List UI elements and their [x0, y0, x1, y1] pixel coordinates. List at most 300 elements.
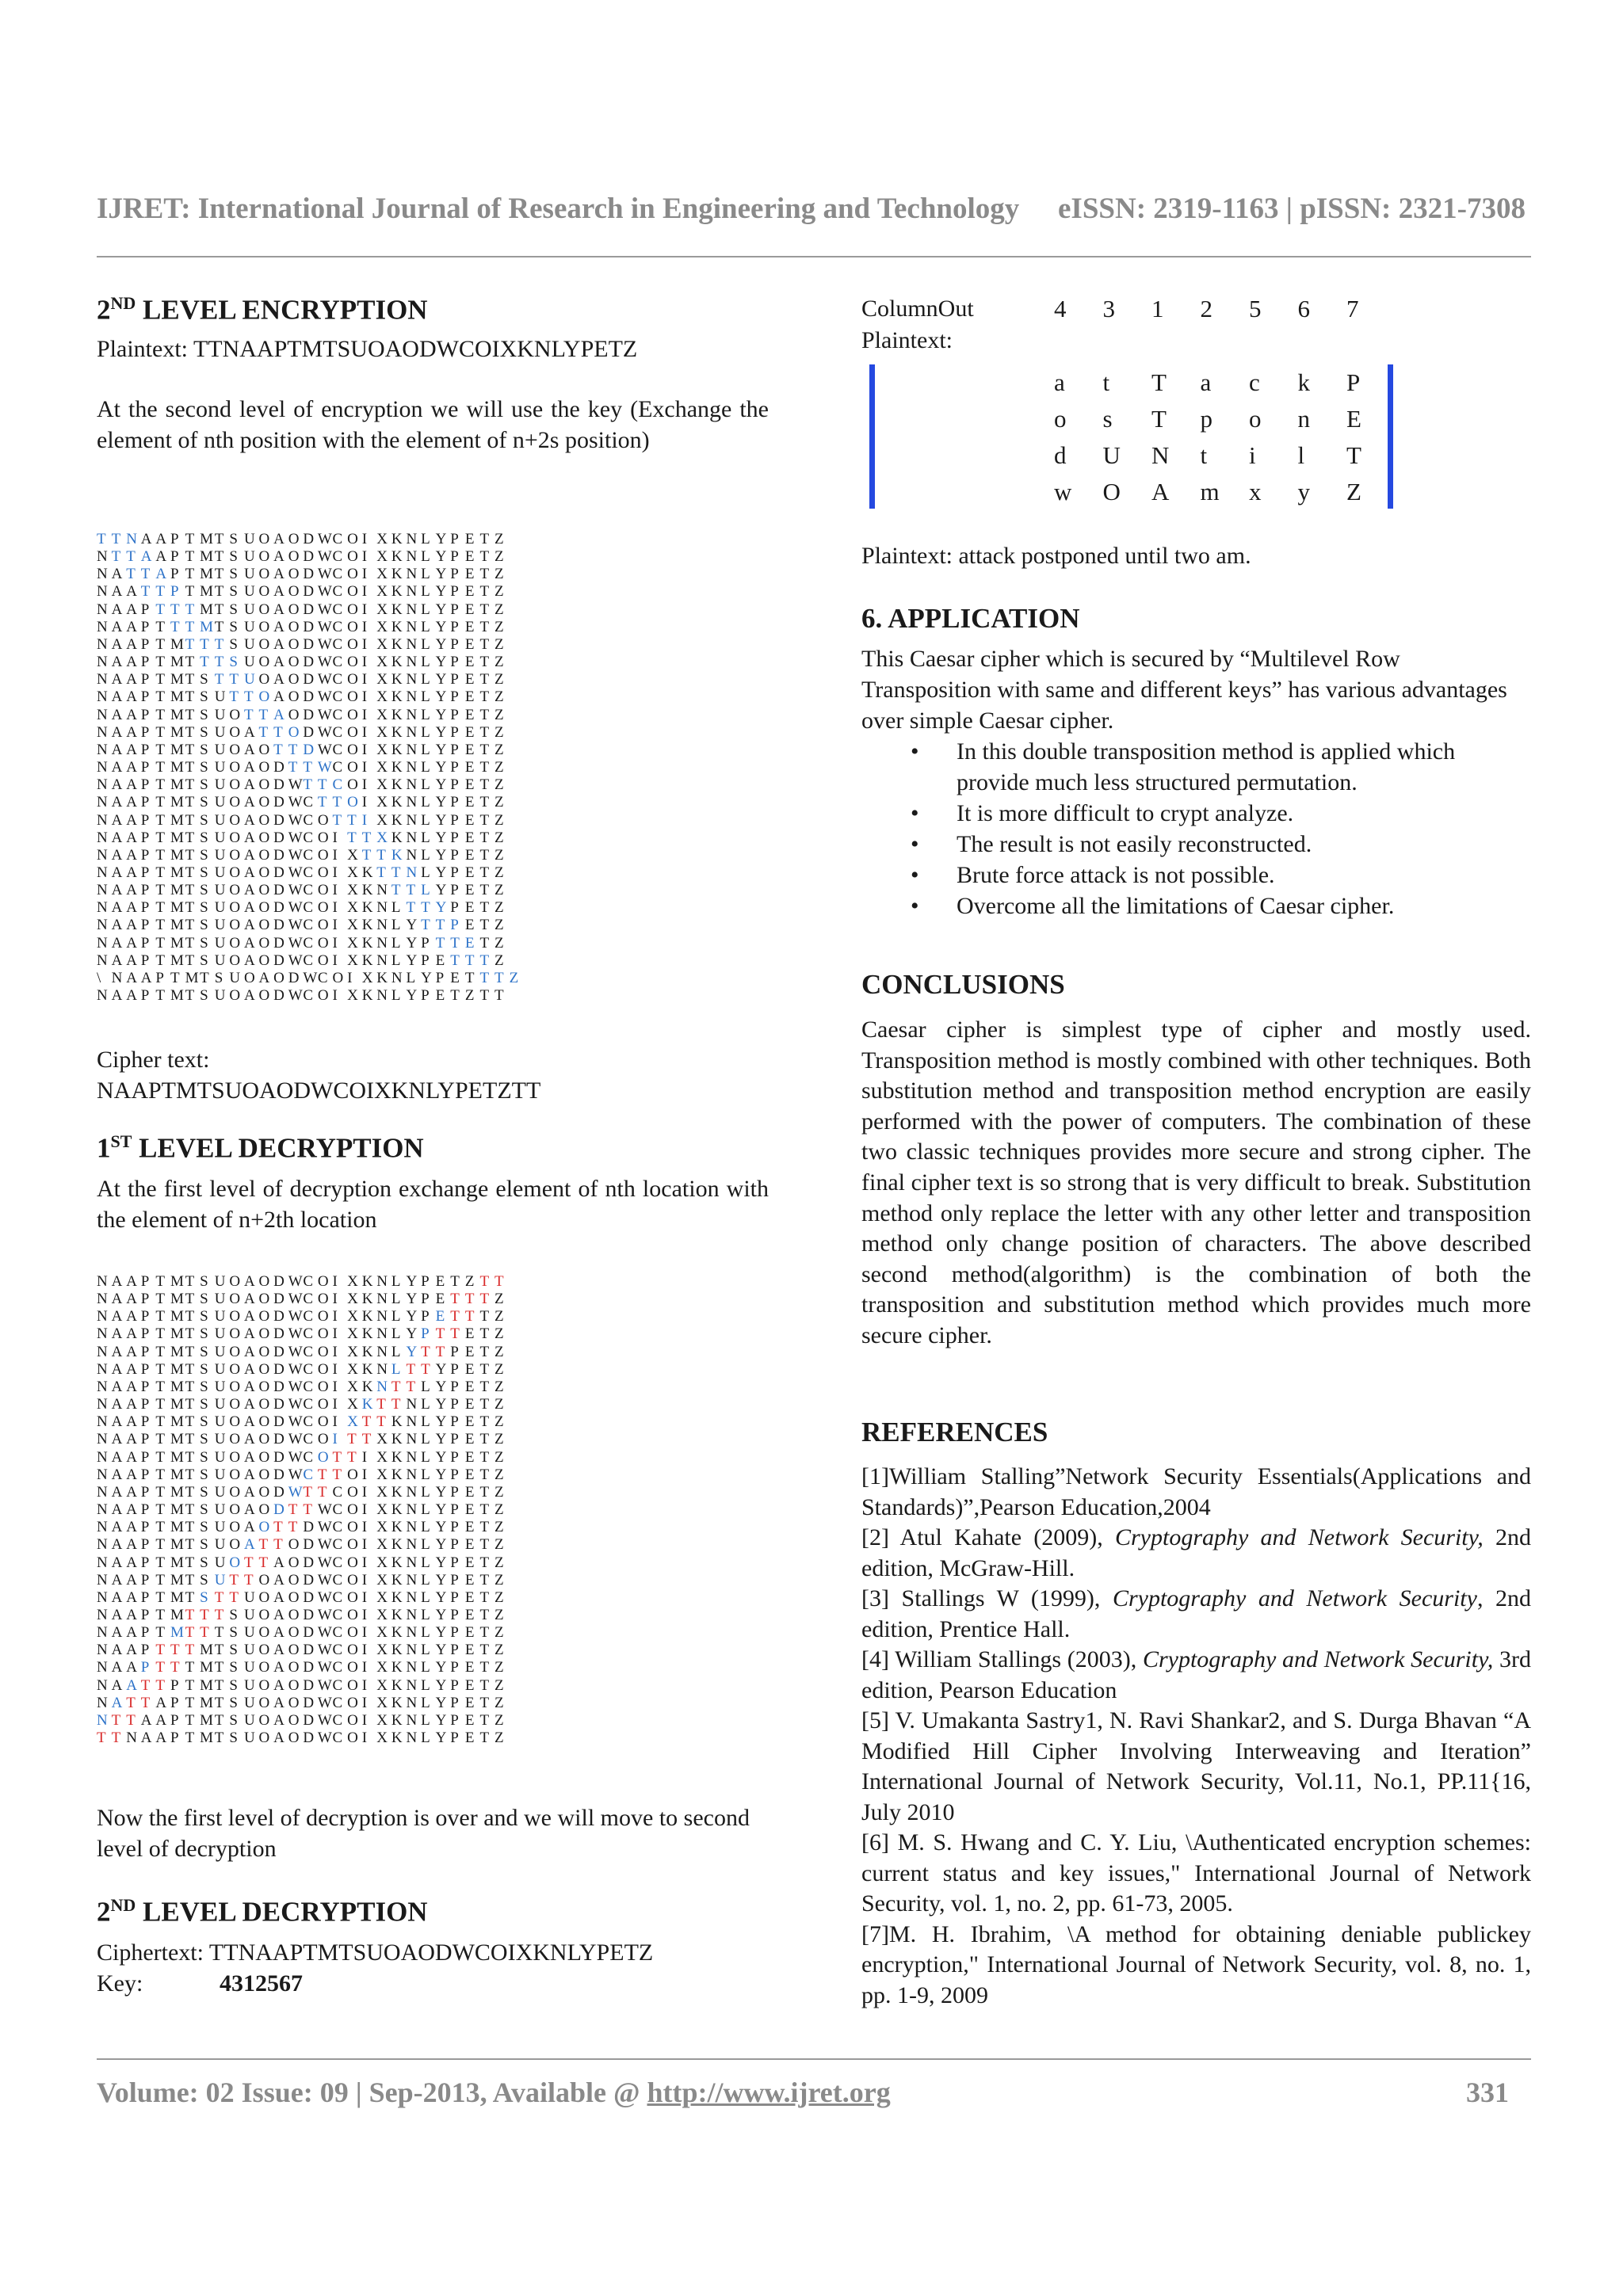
- table-cell: a: [1054, 368, 1065, 396]
- grid-char: S: [200, 1554, 208, 1571]
- grid-char: C: [303, 1273, 313, 1290]
- grid-char: C: [317, 969, 328, 986]
- grid-char: L: [391, 1291, 401, 1308]
- grid-char: T: [185, 1466, 195, 1483]
- grid-char: T: [332, 1466, 342, 1483]
- grid-char: O: [347, 794, 358, 811]
- grid-char: N: [406, 1536, 418, 1554]
- grid-char: E: [464, 934, 475, 952]
- grid-char: E: [464, 1659, 475, 1676]
- grid-char: X: [361, 969, 373, 986]
- grid-char: X: [376, 1589, 388, 1606]
- grid-char: P: [140, 1325, 150, 1343]
- grid-char: W: [317, 723, 332, 741]
- grid-char: D: [303, 1730, 315, 1747]
- grid-char: O: [288, 1624, 300, 1642]
- grid-char: A: [111, 1483, 123, 1501]
- grid-char: A: [243, 759, 255, 776]
- reference-item: [7]M. H. Ibrahim, \A method for obtaining deniable publickey encryption," International Journal of Network Security, vol. 8, no. 1, pp. 1-9, 2009: [861, 1920, 1531, 2008]
- footer-url-link[interactable]: http://www.ijret.org: [647, 2077, 891, 2108]
- grid-char: I: [332, 864, 338, 881]
- grid-char: W: [317, 601, 332, 618]
- grid-char: S: [200, 987, 208, 1005]
- grid-char: Z: [495, 531, 504, 547]
- grid-char: A: [140, 531, 152, 547]
- grid-char: C: [332, 548, 343, 566]
- grid-char: S: [200, 1519, 208, 1536]
- grid-char: I: [332, 882, 338, 899]
- grid-char: M: [200, 1694, 214, 1711]
- grid-char: O: [258, 1501, 270, 1519]
- grid-char: O: [347, 1466, 358, 1483]
- grid-char: A: [243, 1343, 255, 1360]
- grid-char: S: [200, 1378, 208, 1395]
- grid-char: M: [170, 987, 184, 1005]
- grid-char: T: [185, 829, 195, 846]
- grid-char: T: [258, 706, 269, 723]
- grid-char: O: [288, 1694, 300, 1711]
- grid-char: T: [185, 1571, 195, 1589]
- grid-char: T: [243, 1554, 254, 1571]
- grid-char: K: [391, 1431, 403, 1448]
- grid-char: Z: [495, 1659, 504, 1676]
- table-row: [1054, 474, 1396, 510]
- grid-char: O: [317, 1360, 329, 1378]
- grid-char: A: [126, 723, 137, 741]
- grid-char: A: [111, 1536, 123, 1554]
- grid-char: T: [450, 1273, 460, 1290]
- grid-char: O: [258, 1343, 270, 1360]
- grid-char: T: [155, 882, 165, 899]
- grid-char: Y: [435, 1711, 447, 1729]
- grid-char: A: [126, 1360, 137, 1378]
- grid-char: P: [421, 934, 430, 952]
- grid-row: [97, 987, 524, 1005]
- grid-char: K: [391, 1554, 403, 1571]
- grid-char: T: [185, 1659, 195, 1676]
- grid-char: E: [464, 776, 475, 794]
- grid-char: P: [140, 934, 150, 952]
- grid-char: T: [332, 794, 342, 811]
- grid-char: A: [111, 829, 123, 846]
- grid-row: [97, 548, 524, 566]
- grid-char: T: [97, 1730, 106, 1747]
- reference-item: [1]William Stalling”Network Security Essentials(Applications and Standards)”,Pearson Education,2004: [861, 1463, 1531, 1520]
- grid-char: Z: [495, 1360, 504, 1378]
- grid-char: U: [243, 583, 255, 601]
- footer-volume: Volume: 02 Issue: 09 | Sep-2013, Available @: [97, 2077, 647, 2108]
- grid-char: N: [391, 969, 403, 986]
- grid-char: O: [347, 1642, 358, 1659]
- grid-char: K: [391, 566, 403, 583]
- grid-char: Z: [495, 618, 504, 635]
- grid-char: A: [243, 723, 255, 741]
- grid-char: C: [303, 1308, 313, 1325]
- grid-char: U: [214, 952, 226, 969]
- grid-char: S: [229, 548, 238, 566]
- grid-char: X: [376, 671, 388, 688]
- grid-char: A: [111, 635, 123, 653]
- grid-char: T: [214, 583, 224, 601]
- grid-char: C: [303, 1448, 313, 1466]
- grid-char: D: [273, 864, 285, 881]
- journal-title: IJRET: International Journal of Research in Engineering and Technology: [97, 193, 1020, 225]
- grid-char: U: [214, 811, 226, 829]
- grid-char: \: [97, 969, 101, 986]
- grid-char: P: [140, 1606, 150, 1623]
- grid-char: Y: [435, 1536, 447, 1554]
- grid-char: Y: [406, 1343, 418, 1360]
- grid-char: Z: [495, 671, 504, 688]
- grid-char: L: [391, 1273, 401, 1290]
- bullet-icon: •: [911, 831, 919, 857]
- grid-char: O: [229, 1325, 241, 1343]
- grid-char: A: [273, 1730, 285, 1747]
- grid-char: U: [214, 864, 226, 881]
- grid-char: E: [464, 1711, 475, 1729]
- grid-char: Z: [464, 1273, 475, 1290]
- grid-char: O: [229, 1431, 241, 1448]
- grid-char: A: [111, 1676, 123, 1694]
- grid-char: A: [243, 1360, 255, 1378]
- dec2-ciphertext: Ciphertext: TTNAAPTMTSUOAODWCOIXKNLYPETZ: [97, 1939, 654, 1966]
- grid-char: T: [479, 601, 490, 618]
- grid-char: N: [97, 1360, 108, 1378]
- grid-char: D: [273, 899, 285, 917]
- grid-char: M: [170, 1554, 184, 1571]
- grid-char: T: [317, 1466, 327, 1483]
- grid-char: A: [126, 1291, 137, 1308]
- grid-char: A: [111, 794, 123, 811]
- grid-char: S: [200, 882, 208, 899]
- grid-char: S: [229, 566, 238, 583]
- grid-char: Z: [495, 706, 504, 723]
- grid-char: Z: [495, 899, 504, 917]
- grid-char: U: [214, 899, 226, 917]
- grid-char: T: [347, 1431, 357, 1448]
- grid-char: U: [243, 1642, 255, 1659]
- grid-char: P: [450, 548, 459, 566]
- table-cell: p: [1200, 405, 1212, 433]
- grid-char: O: [288, 1659, 300, 1676]
- grid-char: N: [406, 1431, 418, 1448]
- grid-char: W: [303, 969, 318, 986]
- grid-char: T: [185, 952, 195, 969]
- grid-char: M: [170, 1343, 184, 1360]
- section-application: [861, 602, 1531, 921]
- grid-char: E: [450, 969, 460, 986]
- grid-char: N: [406, 1483, 418, 1501]
- grid-row: [97, 566, 524, 583]
- grid-char: T: [479, 1730, 490, 1747]
- grid-char: K: [391, 1642, 403, 1659]
- grid-char: A: [273, 618, 285, 635]
- grid-char: T: [155, 1571, 165, 1589]
- grid-char: O: [288, 635, 300, 653]
- grid-char: N: [97, 1536, 108, 1554]
- grid-char: X: [347, 1343, 358, 1360]
- grid-char: T: [126, 548, 136, 566]
- grid-char: O: [258, 846, 270, 864]
- grid-char: D: [273, 952, 285, 969]
- grid-char: X: [376, 1519, 388, 1536]
- grid-char: W: [288, 811, 303, 829]
- grid-char: N: [406, 1606, 418, 1623]
- grid-char: Z: [495, 741, 504, 758]
- grid-char: X: [376, 1431, 388, 1448]
- grid-char: Z: [495, 583, 504, 601]
- grid-char: U: [214, 934, 226, 952]
- grid-char: P: [450, 1448, 459, 1466]
- grid-char: D: [273, 1413, 285, 1431]
- grid-char: I: [361, 635, 368, 653]
- grid-char: U: [214, 917, 226, 934]
- grid-char: T: [185, 654, 195, 671]
- grid-char: O: [229, 1519, 241, 1536]
- grid-row: [97, 1344, 510, 1361]
- grid-char: M: [170, 1589, 184, 1606]
- grid-char: T: [464, 1308, 475, 1325]
- grid-char: T: [140, 583, 151, 601]
- grid-char: A: [126, 1536, 137, 1554]
- grid-char: O: [347, 741, 358, 758]
- grid-char: P: [450, 1694, 459, 1711]
- grid-char: S: [229, 1730, 238, 1747]
- grid-char: C: [332, 1483, 343, 1501]
- grid-char: C: [332, 1606, 343, 1623]
- grid-char: A: [126, 1642, 137, 1659]
- grid-char: T: [479, 1273, 490, 1290]
- grid-char: Y: [435, 1413, 447, 1431]
- grid-char: E: [464, 1730, 475, 1747]
- grid-char: T: [479, 952, 490, 969]
- grid-char: U: [214, 1396, 226, 1413]
- grid-row: [97, 1519, 510, 1536]
- grid-char: O: [258, 829, 270, 846]
- grid-char: L: [421, 706, 430, 723]
- grid-char: O: [347, 548, 358, 566]
- grid-char: O: [317, 1448, 329, 1466]
- grid-char: I: [361, 1483, 368, 1501]
- grid-char: O: [258, 566, 270, 583]
- grid-char: C: [332, 635, 343, 653]
- grid-char: O: [258, 811, 270, 829]
- grid-char: N: [406, 1466, 418, 1483]
- grid-char: O: [258, 899, 270, 917]
- grid-char: L: [421, 635, 430, 653]
- grid-char: T: [155, 723, 165, 741]
- grid-char: O: [288, 1589, 300, 1606]
- grid-char: N: [406, 1730, 418, 1747]
- grid-char: C: [303, 1291, 313, 1308]
- grid-char: O: [258, 1273, 270, 1290]
- grid-char: Y: [435, 759, 447, 776]
- grid-char: T: [185, 706, 195, 723]
- grid-char: Z: [495, 1501, 504, 1519]
- grid-char: P: [140, 1448, 150, 1466]
- grid-char: A: [243, 1273, 255, 1290]
- grid-char: D: [273, 759, 285, 776]
- grid-char: X: [376, 759, 388, 776]
- grid-char: C: [303, 917, 313, 934]
- grid-char: Z: [495, 1378, 504, 1395]
- grid-char: M: [170, 723, 184, 741]
- grid-char: D: [273, 1448, 285, 1466]
- grid-char: A: [111, 1413, 123, 1431]
- grid-char: P: [140, 1291, 150, 1308]
- grid-char: O: [317, 1308, 329, 1325]
- grid-char: T: [214, 671, 224, 688]
- grid-char: O: [258, 1642, 270, 1659]
- grid-char: T: [258, 1554, 269, 1571]
- grid-char: L: [421, 1483, 430, 1501]
- grid-char: W: [288, 1343, 303, 1360]
- grid-char: E: [435, 1308, 445, 1325]
- grid-char: A: [273, 1554, 285, 1571]
- grid-char: T: [185, 917, 195, 934]
- grid-char: T: [185, 1694, 195, 1711]
- grid-char: T: [214, 635, 224, 653]
- grid-char: Y: [435, 1659, 447, 1676]
- grid-char: E: [464, 1501, 475, 1519]
- grid-char: P: [450, 1378, 459, 1395]
- grid-char: A: [126, 917, 137, 934]
- grid-char: N: [376, 1273, 388, 1290]
- grid-char: N: [406, 1413, 418, 1431]
- grid-char: M: [170, 846, 184, 864]
- grid-char: A: [155, 566, 167, 583]
- grid-char: Y: [435, 618, 447, 635]
- grid-char: P: [170, 1711, 179, 1729]
- grid-char: T: [185, 1413, 195, 1431]
- columnout-label: ColumnOut: [861, 296, 974, 322]
- grid-char: T: [464, 1291, 475, 1308]
- grid-char: N: [406, 654, 418, 671]
- grid-char: A: [126, 899, 137, 917]
- grid-char: T: [155, 1624, 165, 1642]
- grid-char: O: [288, 654, 300, 671]
- grid-char: O: [288, 1711, 300, 1729]
- grid-char: P: [155, 969, 164, 986]
- bullet-icon: •: [911, 893, 919, 919]
- grid-char: W: [317, 759, 332, 776]
- grid-char: E: [464, 654, 475, 671]
- bullet-text: Brute force attack is not possible.: [957, 862, 1275, 888]
- grid-char: T: [479, 864, 490, 881]
- grid-char: S: [229, 531, 238, 547]
- grid-char: T: [214, 1589, 224, 1606]
- grid-char: U: [243, 1659, 255, 1676]
- grid-char: A: [111, 987, 123, 1005]
- grid-char: L: [406, 969, 416, 986]
- grid-char: O: [229, 741, 241, 758]
- grid-char: Y: [406, 952, 418, 969]
- grid-char: U: [214, 1519, 226, 1536]
- grid-char: P: [140, 1378, 150, 1395]
- grid-char: X: [347, 1325, 358, 1343]
- grid-char: Z: [495, 1694, 504, 1711]
- grid-row: [97, 882, 524, 899]
- grid-char: M: [170, 1378, 184, 1395]
- grid-char: P: [170, 1676, 179, 1694]
- grid-char: T: [200, 654, 209, 671]
- grid-char: A: [243, 952, 255, 969]
- grid-char: E: [464, 1431, 475, 1448]
- grid-char: A: [111, 566, 123, 583]
- grid-char: Y: [435, 864, 447, 881]
- grid-char: Y: [435, 583, 447, 601]
- grid-char: N: [376, 1360, 388, 1378]
- section-2nd-level-decryption: [97, 1895, 769, 2000]
- grid-char: O: [258, 1676, 270, 1694]
- grid-char: U: [243, 1676, 255, 1694]
- grid-char: P: [450, 1396, 459, 1413]
- grid-char: U: [214, 706, 226, 723]
- table-row: [1054, 401, 1396, 437]
- grid-char: C: [332, 1624, 343, 1642]
- grid-row: [97, 1379, 510, 1396]
- grid-char: P: [450, 671, 459, 688]
- grid-char: W: [317, 1624, 332, 1642]
- grid-char: P: [450, 1431, 459, 1448]
- grid-char: N: [97, 1343, 108, 1360]
- grid-char: S: [229, 618, 238, 635]
- grid-char: Z: [495, 759, 504, 776]
- grid-char: O: [229, 882, 241, 899]
- grid-char: N: [97, 776, 108, 794]
- grid-char: L: [421, 1730, 430, 1747]
- grid-char: Y: [406, 917, 418, 934]
- grid-char: N: [406, 618, 418, 635]
- grid-char: P: [450, 1676, 459, 1694]
- grid-char: L: [421, 618, 430, 635]
- grid-char: A: [140, 969, 152, 986]
- grid-char: X: [376, 1642, 388, 1659]
- grid-char: M: [170, 952, 184, 969]
- grid-char: T: [155, 1659, 165, 1676]
- grid-char: P: [421, 1325, 430, 1343]
- grid-char: T: [200, 635, 209, 653]
- grid-char: D: [273, 846, 285, 864]
- grid-char: T: [155, 688, 165, 706]
- grid-char: L: [421, 846, 430, 864]
- grid-char: O: [243, 969, 255, 986]
- grid-char: T: [185, 1624, 195, 1642]
- grid-char: K: [391, 548, 403, 566]
- grid-char: D: [273, 811, 285, 829]
- grid-char: X: [376, 566, 388, 583]
- grid-row: [97, 1273, 510, 1291]
- grid-char: T: [185, 1711, 195, 1729]
- grid-char: L: [421, 1642, 430, 1659]
- heading-2nd-level-encryption: 2ND LEVEL ENCRYPTION: [97, 293, 428, 326]
- grid-char: A: [126, 1448, 137, 1466]
- grid-char: O: [317, 917, 329, 934]
- grid-char: O: [288, 618, 300, 635]
- grid-char: M: [200, 1642, 214, 1659]
- grid-char: L: [391, 1343, 401, 1360]
- grid-char: S: [200, 1360, 208, 1378]
- grid-char: L: [421, 1606, 430, 1623]
- grid-char: X: [376, 1483, 388, 1501]
- grid-char: A: [126, 969, 137, 986]
- grid-char: P: [450, 1519, 459, 1536]
- grid-char: N: [97, 1378, 108, 1395]
- grid-char: E: [464, 1448, 475, 1466]
- grid-char: L: [421, 548, 430, 566]
- grid-char: U: [214, 723, 226, 741]
- grid-char: E: [435, 952, 445, 969]
